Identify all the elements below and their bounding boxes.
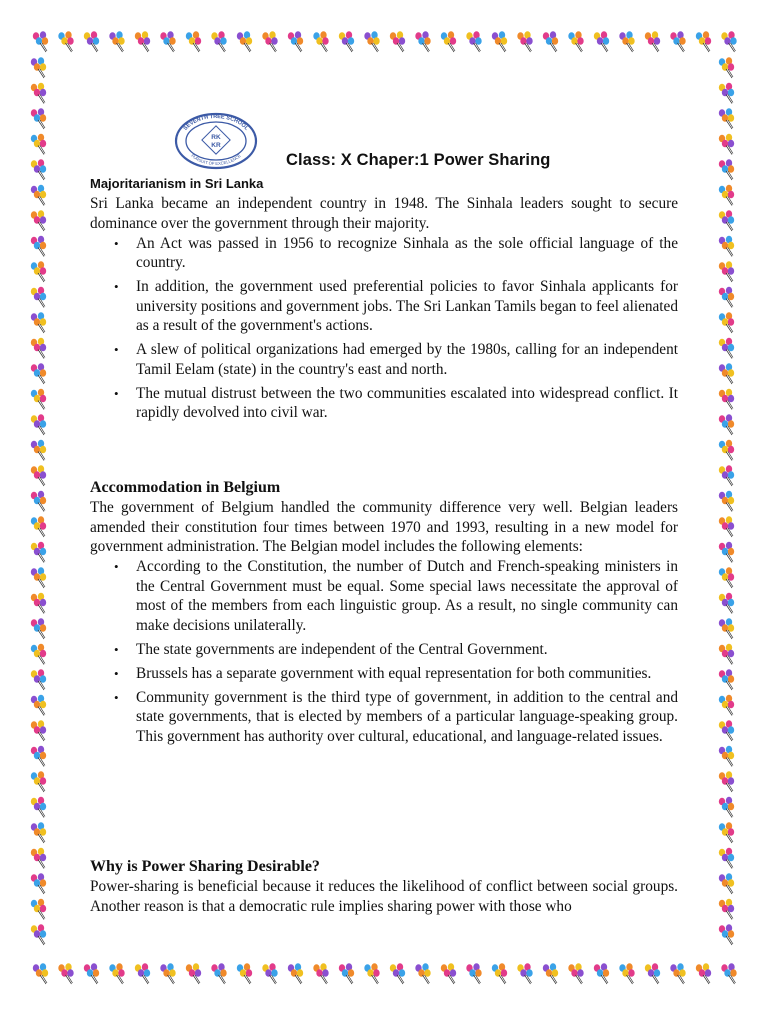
balloon-icon xyxy=(262,963,277,984)
list-item-text: An Act was passed in 1956 to recognize Sinhala as the sole official language of the country. xyxy=(136,234,678,271)
balloon-icon xyxy=(31,567,46,588)
balloon-icon xyxy=(31,695,46,716)
balloon-icon xyxy=(31,185,46,206)
balloon-icon xyxy=(31,414,46,435)
balloon-icon xyxy=(594,963,609,984)
balloon-icon xyxy=(719,771,734,792)
balloon-icon xyxy=(31,57,46,78)
section-belgium xyxy=(90,478,678,751)
list-item xyxy=(90,384,678,423)
balloon-icon xyxy=(237,963,252,984)
balloon-icon xyxy=(262,31,277,52)
balloon-icon xyxy=(543,963,558,984)
balloon-icon xyxy=(719,261,734,282)
balloon-icon xyxy=(719,338,734,359)
balloon-icon xyxy=(288,31,303,52)
balloon-icon xyxy=(670,963,685,984)
balloon-icon xyxy=(719,822,734,843)
bullet-dot: • xyxy=(114,689,119,705)
list-item xyxy=(90,277,678,336)
balloon-icon xyxy=(31,746,46,767)
balloon-icon xyxy=(568,31,583,52)
balloon-icon xyxy=(719,185,734,206)
balloon-icon xyxy=(719,567,734,588)
balloon-icon xyxy=(31,440,46,461)
balloon-icon xyxy=(719,210,734,231)
logo-monogram-bottom: KR xyxy=(211,142,221,149)
balloon-icon xyxy=(719,516,734,537)
balloon-icon xyxy=(696,31,711,52)
balloon-icon xyxy=(441,963,456,984)
balloon-icon xyxy=(721,31,736,52)
balloon-icon xyxy=(109,963,124,984)
balloon-icon xyxy=(31,593,46,614)
balloon-icon xyxy=(31,465,46,486)
balloon-icon xyxy=(594,31,609,52)
section-intro: Power-sharing is beneficial because it reduces the likelihood of conflict between social groups. Another reason is that a democratic rule implies sharing power with those who xyxy=(90,878,678,915)
list-item xyxy=(90,557,678,635)
bullet-dot: • xyxy=(114,665,119,681)
balloon-icon xyxy=(31,261,46,282)
balloon-icon xyxy=(670,31,685,52)
bullet-dot: • xyxy=(114,342,119,357)
balloon-icon xyxy=(211,963,226,984)
balloon-icon xyxy=(719,83,734,104)
balloon-icon xyxy=(645,963,660,984)
balloon-icon xyxy=(719,465,734,486)
section-heading-belgium: Accommodation in Belgium xyxy=(90,479,281,496)
balloon-icon xyxy=(31,542,46,563)
balloon-icon xyxy=(84,31,99,52)
balloon-icon xyxy=(31,236,46,257)
balloon-icon xyxy=(719,363,734,384)
balloon-icon xyxy=(31,797,46,818)
section-intro: Sri Lanka became an independent country in 1948. The Sinhala leaders sought to secure dominance over the government through their majority. xyxy=(90,195,678,232)
balloon-icon xyxy=(31,822,46,843)
list-item xyxy=(90,640,678,660)
balloon-icon xyxy=(492,963,507,984)
document-title: Class: X Chaper:1 Power Sharing xyxy=(286,151,551,169)
balloon-icon xyxy=(415,31,430,52)
balloon-icon xyxy=(719,542,734,563)
balloon-icon xyxy=(719,618,734,639)
balloon-icon xyxy=(84,963,99,984)
list-item-text: According to the Constitution, the number of Dutch and French-speaking ministers in the Central Government must be equal. Some special laws necessitate the approval of most of the members from each linguistic group. As a result, no single community can make decisions unilaterally. xyxy=(136,558,678,634)
balloon-icon xyxy=(719,720,734,741)
balloon-icon xyxy=(719,593,734,614)
balloon-icon xyxy=(31,516,46,537)
section-power-sharing xyxy=(90,857,678,916)
list-item-text: In addition, the government used preferential policies to favor Sinhala applicants for university positions and government jobs. The Sri Lankan Tamils began to feel alienated as a result of the government's actions. xyxy=(136,278,678,334)
list-item xyxy=(90,688,678,747)
section-heading-sri-lanka: Majoritarianism in Sri Lanka xyxy=(90,176,264,191)
balloon-icon xyxy=(160,31,175,52)
balloon-icon xyxy=(466,31,481,52)
bullet-list xyxy=(90,557,678,746)
balloon-icon xyxy=(517,963,532,984)
balloon-icon xyxy=(719,669,734,690)
balloon-icon xyxy=(441,31,456,52)
balloon-icon xyxy=(33,31,48,52)
balloon-icon xyxy=(58,963,73,984)
balloon-icon xyxy=(31,899,46,920)
balloon-icon xyxy=(31,287,46,308)
balloon-icon xyxy=(517,31,532,52)
list-item-text: Brussels has a separate government with equal representation for both communities. xyxy=(136,664,652,682)
balloon-icon xyxy=(31,720,46,741)
balloon-icon xyxy=(31,618,46,639)
balloon-icon xyxy=(719,287,734,308)
balloon-icon xyxy=(109,31,124,52)
balloon-icon xyxy=(31,669,46,690)
balloon-icon xyxy=(186,31,201,52)
balloon-icon xyxy=(31,312,46,333)
balloon-icon xyxy=(58,31,73,52)
list-item xyxy=(90,664,678,684)
balloon-icon xyxy=(31,338,46,359)
balloon-icon xyxy=(31,389,46,410)
balloon-icon xyxy=(390,963,405,984)
list-item-text: The state governments are independent of the Central Government. xyxy=(136,640,548,658)
balloon-icon xyxy=(719,848,734,869)
balloon-icon xyxy=(619,31,634,52)
section-sri-lanka xyxy=(90,194,678,427)
bullet-dot: • xyxy=(114,235,119,251)
balloon-icon xyxy=(719,644,734,665)
balloon-icon xyxy=(364,31,379,52)
balloon-icon xyxy=(211,31,226,52)
bullet-dot: • xyxy=(114,279,119,294)
balloon-icon xyxy=(31,134,46,155)
balloon-icon xyxy=(719,924,734,945)
balloon-icon xyxy=(33,963,48,984)
balloon-icon xyxy=(31,83,46,104)
list-item xyxy=(90,234,678,273)
balloon-icon xyxy=(645,31,660,52)
balloon-icon xyxy=(466,963,481,984)
logo-ring-text: SEVENTH TREE SCHOOL xyxy=(182,113,250,132)
list-item-text: The mutual distrust between the two communities escalated into widespread conflict. It rapidly devolved into civil war. xyxy=(136,384,678,421)
balloon-icon xyxy=(719,236,734,257)
balloon-icon xyxy=(719,873,734,894)
balloon-icon xyxy=(719,414,734,435)
section-heading-power-sharing: Why is Power Sharing Desirable? xyxy=(90,858,320,875)
balloon-icon xyxy=(415,963,430,984)
balloon-icon xyxy=(31,644,46,665)
balloon-icon xyxy=(31,848,46,869)
balloon-icon xyxy=(719,134,734,155)
list-item xyxy=(90,340,678,379)
balloon-icon xyxy=(696,963,711,984)
balloon-icon xyxy=(543,31,558,52)
balloon-icon xyxy=(31,873,46,894)
bullet-list xyxy=(90,234,678,423)
balloon-icon xyxy=(31,210,46,231)
balloon-icon xyxy=(364,963,379,984)
balloon-icon xyxy=(135,963,150,984)
balloon-icon xyxy=(31,108,46,129)
balloon-icon xyxy=(186,963,201,984)
bullet-dot: • xyxy=(114,385,119,401)
balloon-icon xyxy=(135,31,150,52)
school-logo xyxy=(174,112,258,170)
balloon-icon xyxy=(313,963,328,984)
balloon-icon xyxy=(719,440,734,461)
logo-monogram-top: RK xyxy=(211,134,221,141)
balloon-icon xyxy=(31,924,46,945)
balloon-icon xyxy=(288,963,303,984)
balloon-icon xyxy=(719,746,734,767)
balloon-icon xyxy=(719,57,734,78)
balloon-icon xyxy=(719,491,734,512)
balloon-icon xyxy=(339,963,354,984)
balloon-icon xyxy=(31,491,46,512)
balloon-icon xyxy=(719,312,734,333)
balloon-icon xyxy=(719,159,734,180)
balloon-icon xyxy=(31,159,46,180)
balloon-icon xyxy=(31,363,46,384)
balloon-icon xyxy=(719,695,734,716)
balloon-icon xyxy=(492,31,507,52)
balloon-icon xyxy=(31,771,46,792)
list-item-text: A slew of political organizations had emerged by the 1980s, calling for an independent Tamil Eelam (state) in the country's east and north. xyxy=(136,341,678,378)
balloon-icon xyxy=(390,31,405,52)
balloon-icon xyxy=(719,797,734,818)
logo-motto: PURSUIT OF EXCELLENCE xyxy=(190,153,242,167)
balloon-icon xyxy=(719,899,734,920)
balloon-icon xyxy=(313,31,328,52)
balloon-icon xyxy=(237,31,252,52)
balloon-icon xyxy=(619,963,634,984)
section-intro: The government of Belgium handled the community difference very well. Belgian leaders amended their constitution four times between 1970 and 1993, resulting in a new model for government administration. The Belgian model includes the following elements: xyxy=(90,499,678,555)
balloon-icon xyxy=(339,31,354,52)
balloon-icon xyxy=(721,963,736,984)
list-item-text: Community government is the third type of government, in addition to the central and state governments, that is elected by members of a particular language-speaking group. This government has authority over cultural, educational, and language-related issues. xyxy=(136,688,678,745)
balloon-icon xyxy=(568,963,583,984)
bullet-dot: • xyxy=(114,641,119,657)
balloon-icon xyxy=(719,389,734,410)
balloon-icon xyxy=(160,963,175,984)
bullet-dot: • xyxy=(114,559,119,574)
balloon-icon xyxy=(719,108,734,129)
